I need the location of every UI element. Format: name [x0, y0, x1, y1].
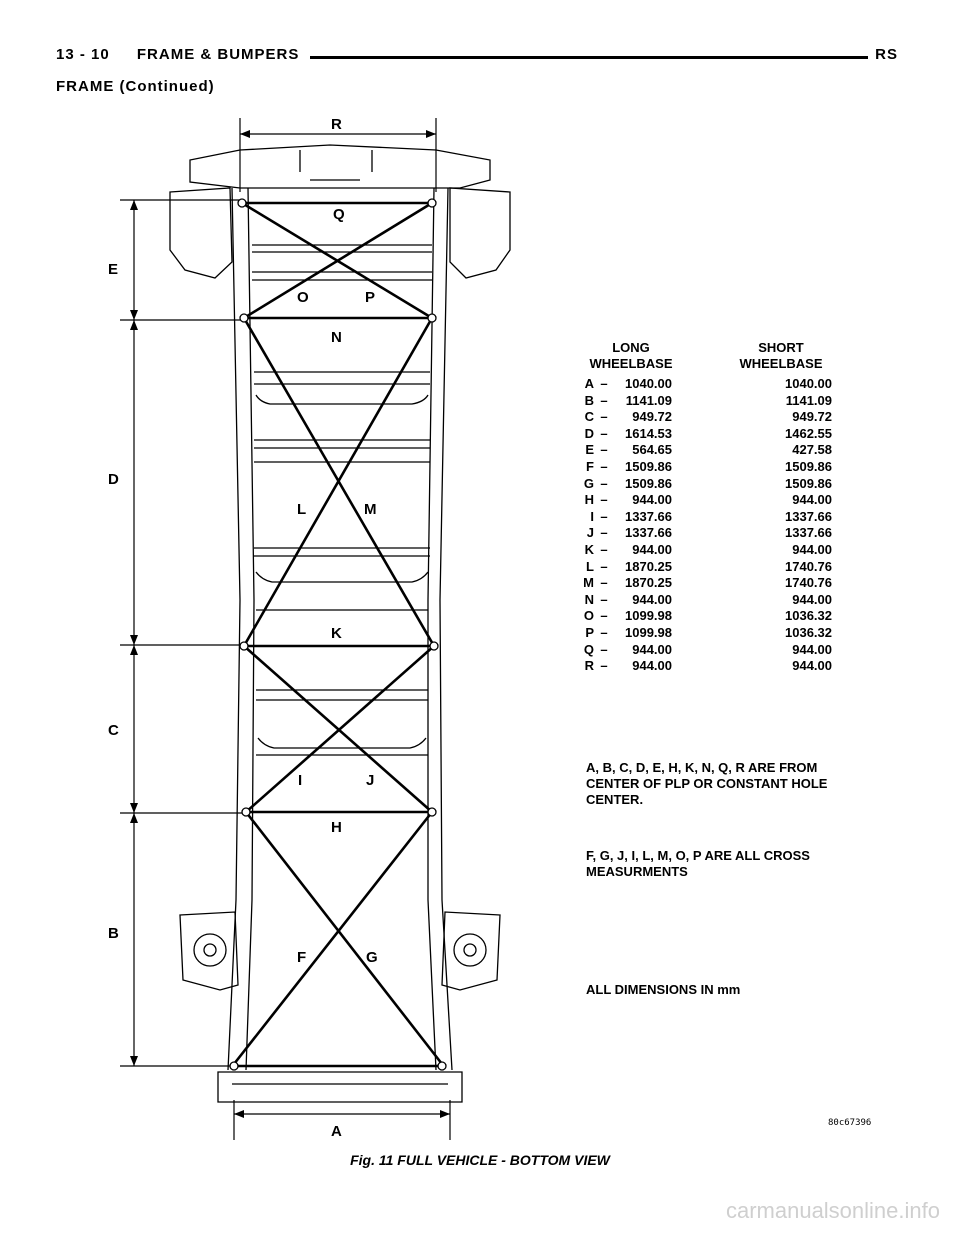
meas-f — [246, 812, 442, 1064]
page-number: 13 - 10 — [56, 46, 110, 63]
measurement-labels — [108, 116, 378, 1140]
table-header — [566, 340, 846, 372]
cell-dash: – — [600, 376, 608, 391]
table-row — [566, 542, 846, 559]
label-j: J — [366, 772, 375, 789]
col-long-wheelbase: LONG WHEELBASE — [589, 340, 673, 371]
cell-long: 1099.98 — [625, 608, 672, 624]
label-f: F — [297, 949, 307, 966]
cell-long: 1509.86 — [625, 475, 672, 491]
cell-dash: – — [600, 591, 608, 607]
cell-short: 1509.86 — [785, 458, 832, 474]
cell-long: 949.72 — [632, 409, 672, 425]
section-title: FRAME & BUMPERS — [136, 46, 300, 63]
table-row — [566, 376, 846, 393]
table-row — [566, 525, 846, 542]
subheading: FRAME (Continued) — [56, 78, 215, 95]
cell-dash: – — [600, 558, 608, 574]
label-l: L — [297, 501, 307, 518]
cell-dash: – — [600, 658, 608, 674]
front-right-bracket — [450, 188, 510, 278]
table-row — [566, 442, 846, 459]
cell-dash: – — [600, 624, 608, 640]
rear-left-mount — [180, 912, 238, 990]
cell-letter: A — [584, 376, 594, 391]
cell-long: 564.65 — [632, 442, 672, 458]
cell-letter: N — [584, 591, 594, 607]
cell-letter: F — [586, 458, 594, 474]
cell-letter: O — [583, 608, 594, 624]
label-r: R — [331, 116, 342, 133]
cell-dash: – — [600, 492, 608, 508]
label-q: Q — [333, 206, 345, 223]
cell-dash: – — [600, 541, 608, 557]
cell-short: 944.00 — [792, 492, 832, 508]
cell-letter: B — [584, 392, 594, 408]
cell-long: 944.00 — [632, 658, 672, 674]
note-reference-points: A, B, C, D, E, H, K, N, Q, R ARE FROM CENTER OF PLP OR CONSTANT HOLE CENTER. — [586, 760, 828, 807]
table-row — [566, 642, 846, 659]
cell-short: 427.58 — [792, 442, 832, 458]
cell-letter: K — [584, 541, 594, 557]
cell-long: 944.00 — [632, 541, 672, 557]
cell-short: 944.00 — [792, 641, 832, 657]
right-rail-outer — [440, 188, 452, 1070]
label-p: P — [365, 289, 376, 306]
cell-long: 1337.66 — [625, 525, 672, 541]
cell-dash: – — [600, 425, 608, 441]
cell-short: 1509.86 — [785, 475, 832, 491]
cell-long: 944.00 — [632, 641, 672, 657]
rear-right-mount — [442, 912, 500, 990]
dimension-lines — [120, 118, 450, 1140]
col-short-wheelbase: SHORT WHEELBASE — [739, 340, 823, 371]
rear-crossmember — [218, 1072, 462, 1102]
cell-short: 949.72 — [792, 409, 832, 425]
label-b: B — [108, 925, 119, 942]
table-row — [566, 393, 846, 410]
cell-long: 944.00 — [632, 492, 672, 508]
watermark: carmanualsonline.info — [725, 1198, 940, 1223]
cell-long: 1099.98 — [625, 624, 672, 640]
cell-short: 1462.55 — [785, 425, 832, 441]
table-row — [566, 559, 846, 576]
cell-letter: P — [585, 624, 594, 640]
cell-long: 1509.86 — [625, 458, 672, 474]
label-m: M — [364, 501, 377, 518]
cell-long: 1870.25 — [625, 575, 672, 591]
label-g: G — [366, 949, 378, 966]
cell-long: 1614.53 — [625, 425, 672, 441]
label-d: D — [108, 471, 119, 488]
cell-dash: – — [600, 525, 608, 541]
table-body — [566, 376, 846, 675]
frame-outline — [170, 145, 510, 1102]
cell-dash: – — [600, 475, 608, 491]
arrowheads — [130, 130, 450, 1118]
cell-long: 1337.66 — [625, 508, 672, 524]
cell-letter: H — [584, 492, 594, 508]
cell-dash: – — [600, 409, 608, 425]
cell-short: 944.00 — [792, 541, 832, 557]
dimension-table — [566, 340, 846, 675]
note-cross-measurements: F, G, J, I, L, M, O, P ARE ALL CROSS MEASURMENTS — [586, 848, 810, 879]
cell-letter: L — [586, 558, 594, 574]
meas-g — [234, 812, 432, 1064]
cell-short: 1740.76 — [785, 575, 832, 591]
table-row — [566, 592, 846, 609]
cell-letter: G — [583, 475, 594, 491]
cell-letter: I — [590, 508, 594, 524]
front-left-bracket — [170, 188, 232, 278]
table-row — [566, 426, 846, 443]
label-o: O — [297, 289, 309, 306]
label-i: I — [298, 772, 303, 789]
cell-letter: R — [584, 658, 594, 674]
cell-short: 1337.66 — [785, 508, 832, 524]
cell-letter: E — [585, 442, 594, 458]
label-k: K — [331, 625, 342, 642]
meas-j — [246, 646, 434, 812]
cell-letter: D — [584, 425, 594, 441]
table-row — [566, 575, 846, 592]
cell-dash: – — [600, 641, 608, 657]
cell-long: 1040.00 — [625, 376, 672, 391]
cell-long: 1141.09 — [625, 392, 672, 408]
label-n: N — [331, 329, 342, 346]
cell-dash: – — [600, 608, 608, 624]
table-row — [566, 476, 846, 493]
cell-short: 1740.76 — [785, 558, 832, 574]
cell-short: 944.00 — [792, 658, 832, 674]
cell-letter: M — [583, 575, 594, 591]
cell-short: 1337.66 — [785, 525, 832, 541]
table-row — [566, 492, 846, 509]
label-h: H — [331, 819, 342, 836]
label-a: A — [331, 1123, 342, 1140]
cell-dash: – — [600, 392, 608, 408]
table-row — [566, 459, 846, 476]
table-row — [566, 608, 846, 625]
cell-long: 944.00 — [632, 591, 672, 607]
cell-dash: – — [600, 458, 608, 474]
figure-code: 80c67396 — [828, 1118, 872, 1128]
cell-letter: C — [584, 409, 594, 425]
table-row — [566, 509, 846, 526]
note-units: ALL DIMENSIONS IN mm — [586, 982, 741, 997]
cell-short: 1040.00 — [785, 376, 832, 391]
meas-i — [244, 646, 432, 812]
label-e: E — [108, 261, 119, 278]
cell-short: 1036.32 — [785, 624, 832, 640]
cell-short: 1141.09 — [785, 392, 832, 408]
cell-dash: – — [600, 442, 608, 458]
cell-short: 944.00 — [792, 591, 832, 607]
cell-short: 1036.32 — [785, 608, 832, 624]
cell-letter: Q — [583, 641, 594, 657]
cell-letter: J — [586, 525, 594, 541]
cell-long: 1870.25 — [625, 558, 672, 574]
table-row — [566, 658, 846, 675]
cell-dash: – — [600, 508, 608, 524]
cell-dash: – — [600, 575, 608, 591]
table-row — [566, 625, 846, 642]
model-code: RS — [875, 46, 898, 63]
table-row — [566, 409, 846, 426]
label-c: C — [108, 722, 119, 739]
figure-caption: Fig. 11 FULL VEHICLE - BOTTOM VIEW — [350, 1152, 610, 1168]
